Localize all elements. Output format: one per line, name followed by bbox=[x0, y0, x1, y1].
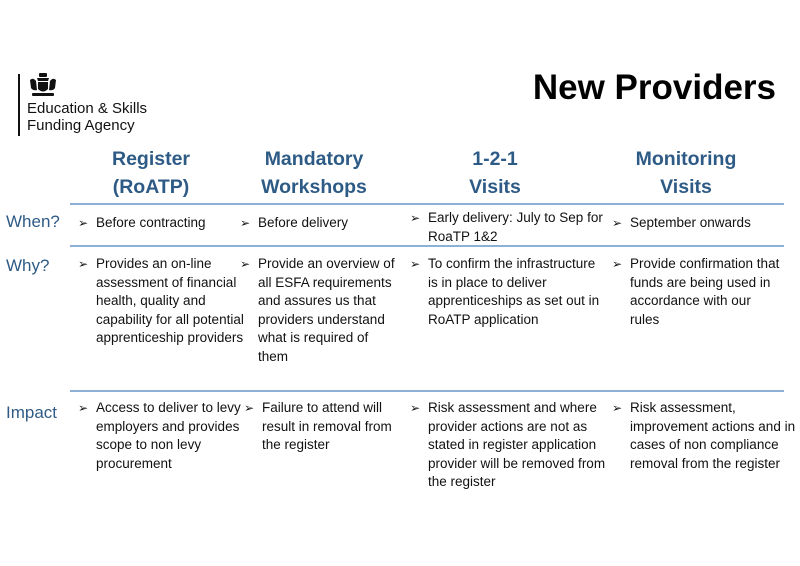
cell-text: Access to deliver to levy employers and provides scope to non levy procurement bbox=[96, 400, 241, 471]
cell-why-workshops bbox=[240, 255, 398, 366]
row-label-impact: Impact bbox=[6, 403, 58, 422]
arrow-bullet-icon: ➢ bbox=[410, 401, 421, 415]
column-heading-121-visits bbox=[440, 145, 550, 201]
column-heading-line: Visits bbox=[660, 176, 712, 198]
cell-when-register bbox=[78, 214, 246, 233]
cell-when-monitoring bbox=[612, 214, 790, 233]
column-heading-register bbox=[86, 145, 216, 201]
row-label-why: Why? bbox=[6, 256, 50, 275]
cell-text: To confirm the infrastructure is in place to deliver apprenticeships as set out in RoATP application bbox=[428, 256, 600, 327]
cell-text: Provides an on-line assessment of financial health, quality and capability for all potential apprenticeship providers bbox=[96, 256, 244, 345]
cell-when-121-visits bbox=[410, 209, 610, 246]
column-heading-line: Mandatory bbox=[264, 148, 364, 170]
esfa-logo bbox=[18, 72, 168, 138]
cell-text: Provide an overview of all ESFA requirements and assures us that providers understand what is required of them bbox=[258, 256, 395, 364]
arrow-bullet-icon: ➢ bbox=[612, 257, 623, 271]
cell-when-workshops bbox=[240, 214, 408, 233]
column-heading-workshops bbox=[244, 145, 384, 201]
arrow-bullet-icon: ➢ bbox=[78, 216, 89, 230]
column-heading-line: Workshops bbox=[261, 176, 367, 198]
cell-impact-monitoring bbox=[612, 399, 798, 473]
column-heading-monitoring bbox=[616, 145, 756, 201]
arrow-bullet-icon: ➢ bbox=[410, 211, 421, 225]
arrow-bullet-icon: ➢ bbox=[240, 216, 251, 230]
row-label-when: When? bbox=[6, 212, 60, 231]
logo-divider bbox=[18, 74, 20, 136]
cell-why-121-visits bbox=[410, 255, 600, 329]
page-title: New Providers bbox=[532, 68, 776, 107]
cell-impact-register bbox=[78, 399, 246, 473]
row-divider bbox=[70, 203, 784, 205]
org-name-line1: Education & Skills bbox=[27, 100, 148, 117]
cell-impact-121-visits bbox=[410, 399, 608, 492]
cell-text: Failure to attend will result in removal from the register bbox=[262, 400, 392, 452]
column-heading-line: Register bbox=[111, 148, 191, 170]
arrow-bullet-icon: ➢ bbox=[410, 257, 421, 271]
arrow-bullet-icon: ➢ bbox=[78, 257, 89, 271]
cell-text: Before delivery bbox=[258, 215, 349, 230]
cell-text: Provide confirmation that funds are being used in accordance with our rules bbox=[630, 256, 780, 327]
cell-text: Before contracting bbox=[96, 215, 206, 230]
cell-why-monitoring bbox=[612, 255, 780, 329]
column-heading-line: Monitoring bbox=[635, 148, 737, 170]
column-heading-line: Visits bbox=[469, 176, 521, 198]
arrow-bullet-icon: ➢ bbox=[240, 257, 251, 271]
cell-text: Early delivery: July to Sep for RoaTP 1&2 bbox=[428, 210, 603, 244]
column-heading-line: (RoATP) bbox=[112, 176, 190, 198]
row-divider bbox=[70, 390, 784, 392]
cell-text: September onwards bbox=[630, 215, 751, 230]
cell-text: Risk assessment and where provider actions are not as stated in register application provider will be removed from the register bbox=[428, 400, 606, 489]
arrow-bullet-icon: ➢ bbox=[78, 401, 89, 415]
org-name-line2: Funding Agency bbox=[27, 117, 135, 134]
arrow-bullet-icon: ➢ bbox=[612, 216, 623, 230]
column-heading-line: 1-2-1 bbox=[472, 148, 518, 170]
arrow-bullet-icon: ➢ bbox=[244, 401, 255, 415]
royal-crest-icon bbox=[28, 72, 58, 98]
cell-why-register bbox=[78, 255, 244, 348]
arrow-bullet-icon: ➢ bbox=[612, 401, 623, 415]
cell-impact-workshops bbox=[244, 399, 402, 455]
org-name bbox=[27, 100, 147, 134]
cell-text: Risk assessment, improvement actions and in cases of non compliance removal from the register bbox=[630, 400, 796, 471]
